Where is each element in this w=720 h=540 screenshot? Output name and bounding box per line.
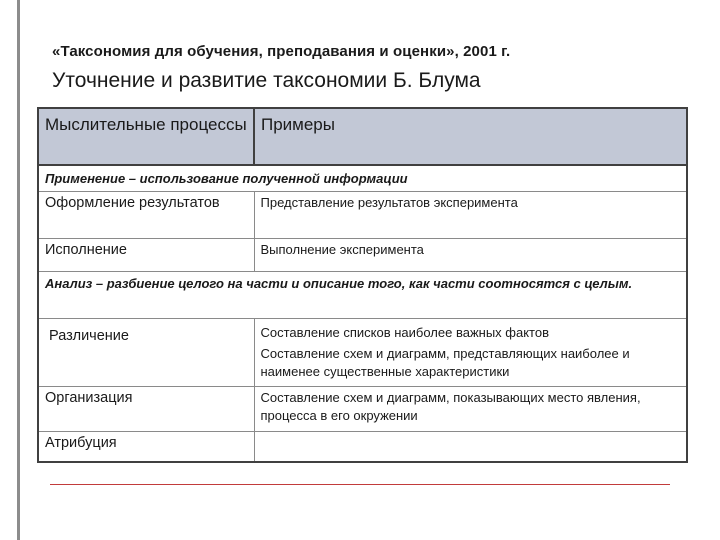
bottom-divider xyxy=(50,484,670,485)
table-row xyxy=(38,192,687,239)
examples-cell-empty xyxy=(254,432,687,463)
process-text: Различение xyxy=(49,328,129,344)
example-text: Составление схем и диаграмм, показывающих место явления, процесса в его окружении xyxy=(260,390,641,423)
subtitle-text: «Таксономия для обучения, преподавания и оценки», 2001 xyxy=(52,43,497,60)
subtitle-suffix: г. xyxy=(501,43,511,60)
section-row-analysis xyxy=(38,272,687,319)
left-decorative-bar xyxy=(17,0,20,540)
examples-cell xyxy=(254,192,687,239)
process-cell: Оформление результатов xyxy=(38,192,254,239)
example-text: Выполнение эксперимента xyxy=(260,242,424,257)
example-text: Составление списков наиболее важных фактов xyxy=(260,325,549,340)
table-row xyxy=(38,319,687,387)
table-row xyxy=(38,432,687,463)
section-heading-application: Применение – использование полученной информации xyxy=(38,165,687,192)
header-processes: Мыслительные процессы xyxy=(38,108,254,165)
examples-cell xyxy=(254,239,687,272)
slide-subtitle xyxy=(52,42,692,62)
process-cell: Организация xyxy=(38,387,254,432)
process-cell: Атрибуция xyxy=(38,432,254,463)
process-cell: Исполнение xyxy=(38,239,254,272)
examples-cell xyxy=(254,387,687,432)
section-heading-analysis: Анализ – разбиение целого на части и описание того, как части соотносятся с целым. xyxy=(38,272,687,319)
table-header-row xyxy=(38,108,687,165)
header-examples: Примеры xyxy=(254,108,687,165)
table-row xyxy=(38,387,687,432)
taxonomy-table xyxy=(37,107,688,463)
table-row xyxy=(38,239,687,272)
slide-title: Уточнение и развитие таксономии Б. Блума xyxy=(52,69,481,92)
section-row-application xyxy=(38,165,687,192)
examples-cell xyxy=(254,319,687,387)
example-text: Представление результатов эксперимента xyxy=(260,195,518,210)
example-text: Составление схем и диаграмм, представляющих наиболее и наименее существенные характеристики xyxy=(260,346,630,379)
process-cell xyxy=(38,319,254,387)
